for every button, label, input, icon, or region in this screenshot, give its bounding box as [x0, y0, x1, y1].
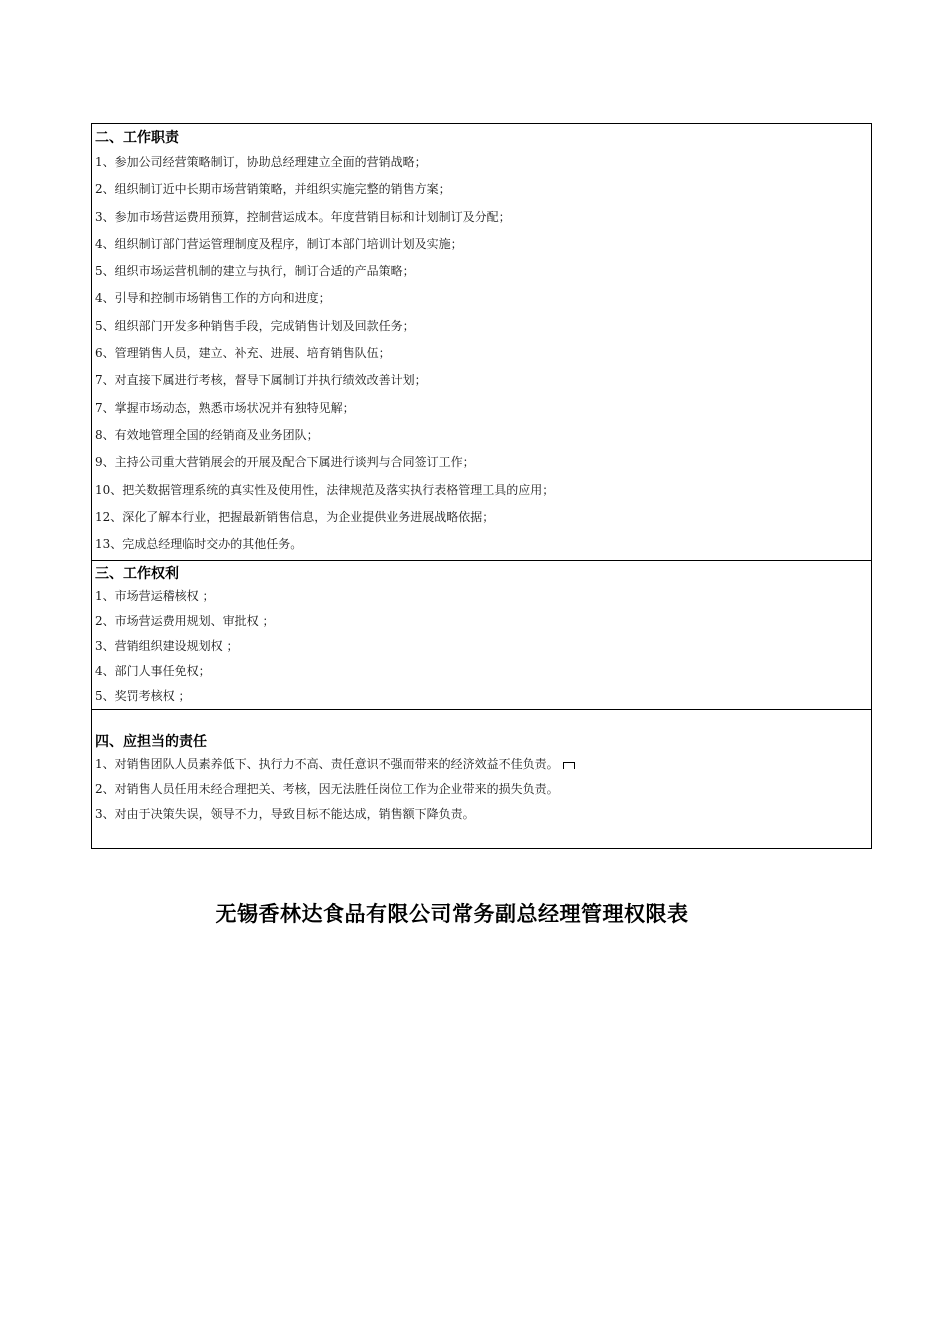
- duty-item: 2、组织制订近中长期市场营销策略，并组织实施完整的销售方案；: [95, 182, 451, 197]
- responsibility-table: [91, 123, 872, 849]
- duty-item: 4、引导和控制市场销售工作的方向和进度；: [95, 291, 331, 306]
- rights-list: [95, 584, 871, 709]
- duties-title: 二、工作职责: [95, 130, 179, 146]
- edit-mark-icon: [563, 762, 575, 769]
- duties-list: [95, 149, 871, 560]
- responsibility-item: 3、对由于决策失误，领导不力，导致目标不能达成，销售额下降负责。: [95, 807, 475, 822]
- section-responsibilities: [92, 710, 871, 848]
- duty-item: 7、对直接下属进行考核，督导下属制订并执行绩效改善计划；: [95, 373, 427, 388]
- responsibilities-title: 四、应担当的责任: [95, 734, 207, 751]
- duty-item: 1、参加公司经营策略制订，协助总经理建立全面的营销战略；: [95, 155, 427, 169]
- duty-item: 5、组织部门开发多种销售手段，完成销售计划及回款任务；: [95, 318, 415, 333]
- duty-item: 4、组织制订部门营运管理制度及程序，制订本部门培训计划及实施；: [95, 236, 463, 251]
- responsibility-item: [95, 752, 871, 777]
- section-duties: [92, 124, 871, 561]
- duty-item: 13、完成总经理临时交办的其他任务。: [95, 537, 303, 552]
- right-item: 3、营销组织建设规划权 ；: [95, 639, 239, 654]
- rights-title: 三、工作权利: [95, 566, 179, 583]
- duty-item: 12、深化了解本行业，把握最新销售信息，为企业提供业务进展战略依据；: [95, 509, 495, 524]
- right-item: 5、奖罚考核权 ；: [95, 689, 191, 704]
- right-item: 4、部门人事任免权；: [95, 664, 211, 679]
- right-item: 1、市场营运稽核权 ；: [95, 589, 215, 604]
- responsibility-item-text: 1、对销售团队人员素养低下、执行力不高、责任意识不强而带来的经济效益不佳负责。: [95, 757, 559, 772]
- document-title: 无锡香林达食品有限公司常务副总经理管理权限表: [215, 902, 689, 926]
- responsibility-item: 2、对销售人员任用未经合理把关、考核，因无法胜任岗位工作为企业带来的损失负责。: [95, 782, 559, 797]
- duty-item: 3、参加市场营运费用预算，控制营运成本。年度营销目标和计划制订及分配；: [95, 209, 511, 224]
- duty-item: 6、管理销售人员，建立、补充、进展、培育销售队伍；: [95, 346, 391, 361]
- duty-item: 5、组织市场运营机制的建立与执行，制订合适的产品策略；: [95, 264, 415, 279]
- section-rights: [92, 561, 871, 710]
- duty-item: 8、有效地管理全国的经销商及业务团队；: [95, 427, 319, 442]
- duty-item: 10、把关数据管理系统的真实性及使用性，法律规范及落实执行表格管理工具的应用；: [95, 482, 555, 497]
- right-item: 2、市场营运费用规划、审批权 ；: [95, 614, 275, 629]
- duty-item: 7、掌握市场动态，熟悉市场状况并有独特见解；: [95, 400, 355, 415]
- responsibilities-list: [95, 752, 871, 827]
- duty-item: 9、主持公司重大营销展会的开展及配合下属进行谈判与合同签订工作；: [95, 455, 475, 470]
